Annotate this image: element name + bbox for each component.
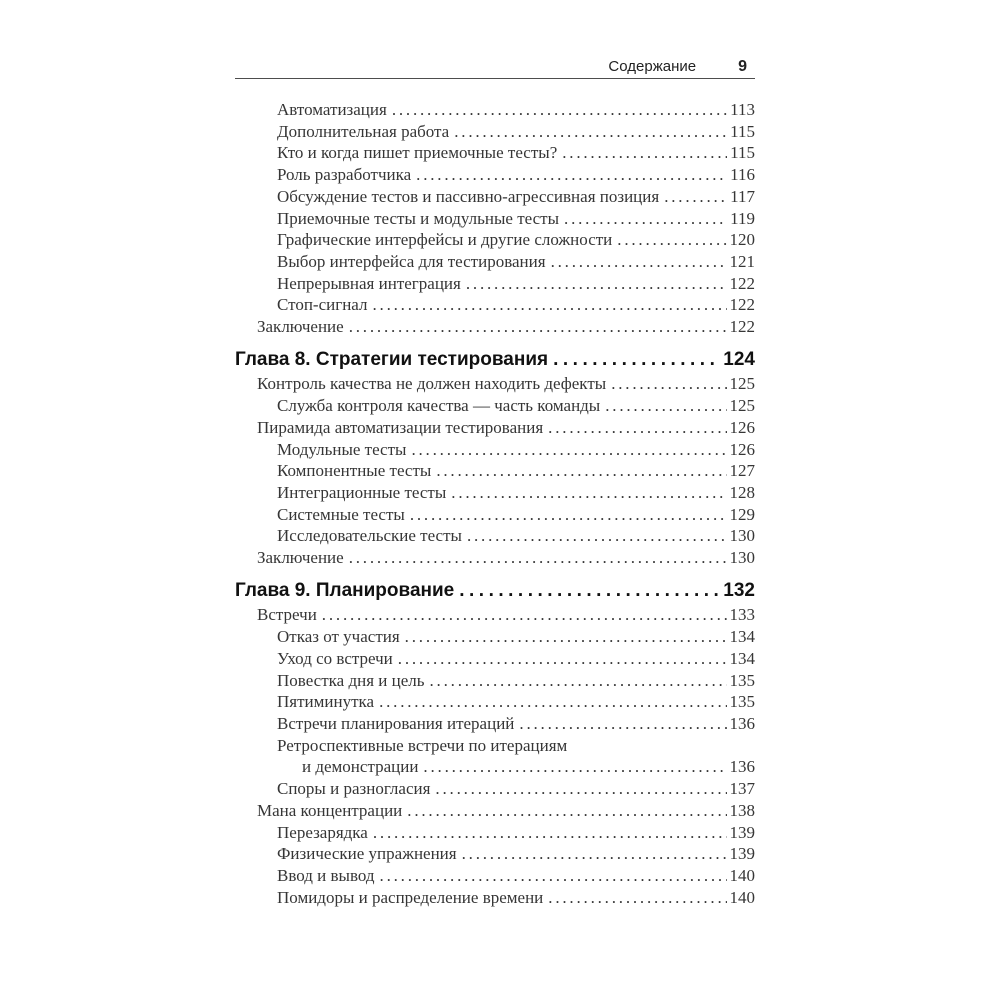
dot-leader — [430, 670, 727, 692]
dot-leader — [553, 349, 720, 371]
toc-chapter-title: Глава 9. Планирование — [235, 579, 455, 601]
toc-entry-title: Системные тесты — [277, 504, 405, 524]
toc-entry-title: Отказ от участия — [277, 627, 400, 647]
dot-leader — [451, 482, 726, 504]
toc-entry-page: 122 — [729, 273, 755, 293]
dot-leader — [410, 504, 727, 526]
toc-entry-title: Обсуждение тестов и пассивно-агрессивная позиция — [277, 186, 660, 206]
toc-entry-row — [235, 865, 755, 887]
toc-entry-page: 121 — [729, 251, 755, 271]
dot-leader — [380, 865, 727, 887]
dot-leader — [562, 142, 727, 164]
toc-entry-row — [235, 756, 755, 778]
toc-entry-row — [235, 417, 755, 439]
toc-entry-page: 117 — [730, 186, 755, 206]
toc-entry-title: Ввод и вывод — [277, 865, 375, 885]
toc-entry-page: 136 — [729, 757, 755, 777]
toc-entry-page: 137 — [729, 779, 755, 799]
toc-entry-page: 126 — [729, 439, 755, 459]
toc-entry-title: Интеграционные тесты — [277, 482, 447, 502]
toc-chapter-page: 124 — [723, 348, 755, 370]
toc-entry-title: Кто и когда пишет приемочные тесты? — [277, 143, 558, 163]
toc-entry-row — [235, 273, 755, 295]
toc-entry-row — [235, 525, 755, 547]
toc-entry-page: 128 — [729, 482, 755, 502]
toc-entry-page: 113 — [730, 100, 755, 119]
dot-leader — [398, 648, 727, 670]
toc-entry-page: 120 — [729, 230, 755, 250]
toc-entry-title: и демонстрации — [302, 757, 419, 777]
toc-entry-page: 133 — [729, 605, 755, 625]
dot-leader — [392, 99, 727, 121]
toc-entry-title: Физические упражнения — [277, 844, 457, 864]
toc-entry-row — [235, 251, 755, 273]
toc-entry-row — [235, 691, 755, 713]
dot-leader — [349, 316, 727, 338]
toc-entry-title: Мана концентрации — [257, 800, 403, 820]
toc-entry-title: Помидоры и распределение времени — [277, 887, 544, 907]
toc-chapter-title: Глава 8. Стратегии тестирования — [235, 348, 549, 370]
dot-leader — [467, 525, 727, 547]
dot-leader — [519, 713, 726, 735]
toc-entry-title: Заключение — [257, 548, 344, 568]
dot-leader — [372, 294, 726, 316]
toc-entry-page: 140 — [729, 865, 755, 885]
dot-leader — [435, 778, 726, 800]
toc-entry-title: Непрерывная интеграция — [277, 273, 461, 293]
toc-list — [235, 99, 755, 908]
toc-entry-title: Встречи — [257, 605, 317, 625]
toc-entry-title: Встречи планирования итераций — [277, 713, 515, 733]
toc-entry-page: 134 — [729, 627, 755, 647]
toc-entry-row — [235, 843, 755, 865]
toc-entry-page: 126 — [729, 417, 755, 437]
dot-leader — [454, 121, 727, 143]
toc-entry-title: Компонентные тесты — [277, 461, 432, 481]
toc-entry-title: Автоматизация — [277, 100, 387, 119]
toc-entry-title: Исследовательские тесты — [277, 526, 462, 546]
toc-entry-row — [235, 670, 755, 692]
toc-entry-row — [235, 735, 755, 757]
dot-leader — [466, 273, 727, 295]
toc-entry-title: Графические интерфейсы и другие сложности — [277, 230, 613, 250]
page-content — [235, 58, 755, 908]
dot-leader — [349, 547, 727, 569]
toc-entry-row — [235, 373, 755, 395]
toc-entry-page: 125 — [729, 396, 755, 416]
toc-entry-row — [235, 626, 755, 648]
toc-entry-row — [235, 504, 755, 526]
toc-entry-title: Модульные тесты — [277, 439, 407, 459]
dot-leader — [407, 800, 726, 822]
toc-entry-page: 119 — [730, 208, 755, 228]
toc-entry-row — [235, 142, 755, 164]
running-head-title: Содержание — [608, 58, 697, 75]
toc-entry-title: Контроль качества не должен находить дефекты — [257, 374, 607, 394]
toc-entry-title: Повестка дня и цель — [277, 670, 425, 690]
toc-entry-page: 138 — [729, 800, 755, 820]
toc-entry-page: 135 — [729, 670, 755, 690]
toc-entry-page: 115 — [730, 121, 755, 141]
toc-entry-row — [235, 316, 755, 338]
toc-entry-page: 127 — [729, 461, 755, 481]
toc-entry-title: Перезарядка — [277, 822, 368, 842]
toc-entry-title: Роль разработчика — [277, 165, 412, 185]
toc-entry-row — [235, 648, 755, 670]
toc-entry-title: Служба контроля качества — часть команды — [277, 396, 601, 416]
toc-entry-row — [235, 822, 755, 844]
toc-entry-row — [235, 229, 755, 251]
dot-leader — [459, 580, 720, 602]
running-head-page-number: 9 — [738, 58, 747, 75]
dot-leader — [379, 691, 726, 713]
dot-leader — [551, 251, 727, 273]
toc-entry-row — [235, 99, 755, 121]
toc-chapter-page: 132 — [723, 579, 755, 601]
toc-entry-title: Стоп-сигнал — [277, 295, 368, 315]
toc-entry-page: 125 — [729, 374, 755, 394]
toc-entry-row — [235, 547, 755, 569]
dot-leader — [564, 208, 727, 230]
toc-entry-page: 140 — [729, 887, 755, 907]
toc-entry-page: 122 — [729, 317, 755, 337]
toc-entry-title: Выбор интерфейса для тестирования — [277, 251, 546, 271]
toc-entry-title: Пирамида автоматизации тестирования — [257, 417, 544, 437]
toc-entry-page: 139 — [729, 844, 755, 864]
toc-entry-page: 136 — [729, 713, 755, 733]
toc-entry-page: 130 — [729, 548, 755, 568]
toc-entry-row — [235, 800, 755, 822]
toc-entry-page: 122 — [729, 295, 755, 315]
toc-entry-row — [235, 778, 755, 800]
dot-leader — [405, 626, 727, 648]
dot-leader — [617, 229, 726, 251]
toc-entry-title: Пятиминутка — [277, 692, 375, 712]
toc-entry-page: 129 — [729, 504, 755, 524]
dot-leader — [548, 887, 726, 909]
dot-leader — [611, 373, 726, 395]
toc-entry-title: Заключение — [257, 317, 344, 337]
toc-entry-title: Уход со встречи — [277, 648, 393, 668]
toc-entry-title: Дополнительная работа — [277, 121, 450, 141]
toc-entry-row — [235, 460, 755, 482]
toc-entry-row — [235, 186, 755, 208]
dot-leader — [373, 822, 727, 844]
toc-entry-page: 116 — [730, 165, 755, 185]
toc-entry-row — [235, 121, 755, 143]
toc-entry-page: 115 — [730, 143, 755, 163]
toc-entry-row — [235, 604, 755, 626]
toc-entry-row — [235, 294, 755, 316]
toc-entry-page: 139 — [729, 822, 755, 842]
dot-leader — [436, 460, 726, 482]
toc-entry-page: 135 — [729, 692, 755, 712]
dot-leader — [411, 439, 726, 461]
toc-entry-title: Споры и разногласия — [277, 779, 431, 799]
toc-entry-row — [235, 713, 755, 735]
toc-entry-row — [235, 208, 755, 230]
toc-chapter-row — [235, 580, 755, 602]
toc-entry-row — [235, 164, 755, 186]
toc-entry-title: Приемочные тесты и модульные тесты — [277, 208, 560, 228]
dot-leader — [423, 756, 726, 778]
dot-leader — [416, 164, 727, 186]
toc-entry-page: 130 — [729, 526, 755, 546]
dot-leader — [664, 186, 727, 208]
dot-leader — [322, 604, 727, 626]
dot-leader — [462, 843, 727, 865]
toc-chapter-row — [235, 349, 755, 371]
toc-entry-row — [235, 395, 755, 417]
dot-leader — [548, 417, 726, 439]
toc-entry-row — [235, 887, 755, 909]
dot-leader — [605, 395, 726, 417]
toc-entry-row — [235, 439, 755, 461]
toc-entry-title: Ретроспективные встречи по итерациям — [277, 735, 568, 755]
toc-entry-page: 134 — [729, 648, 755, 668]
running-head — [235, 58, 755, 76]
header-rule — [235, 78, 755, 79]
toc-entry-row — [235, 482, 755, 504]
